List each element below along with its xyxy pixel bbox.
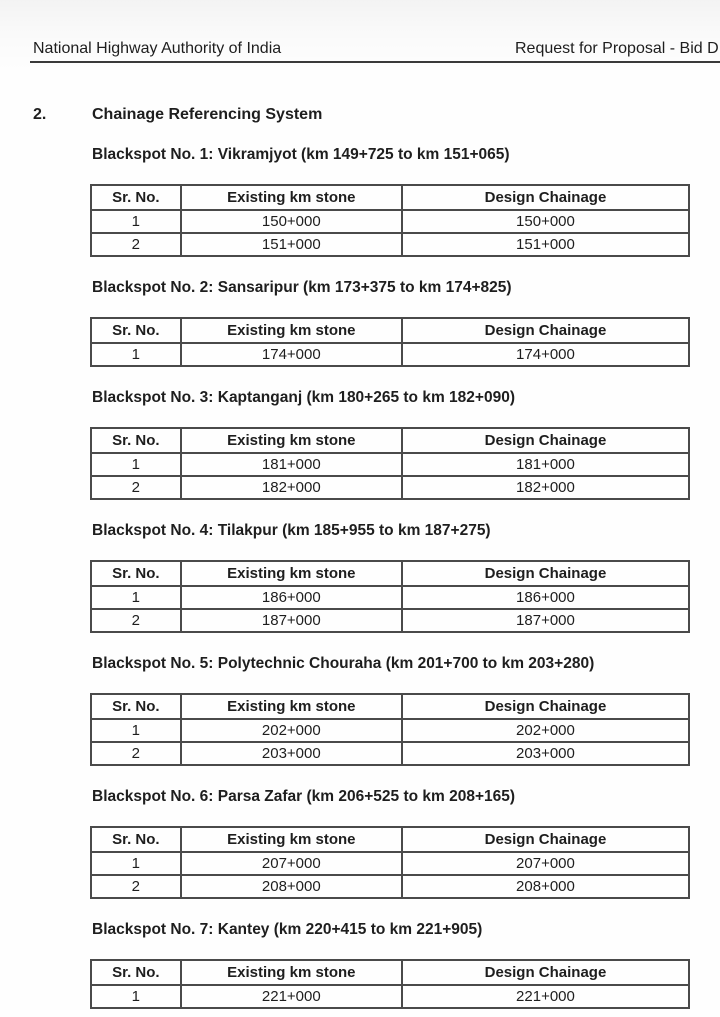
section-heading — [33, 105, 720, 124]
column-header: Existing km stone — [181, 185, 402, 210]
column-header: Sr. No. — [91, 561, 181, 586]
table-row — [91, 609, 689, 632]
column-header: Existing km stone — [181, 318, 402, 343]
column-header: Sr. No. — [91, 694, 181, 719]
blackspot-heading: Blackspot No. 5: Polytechnic Chouraha (km 201+700 to km 203+280) — [92, 655, 595, 672]
table-cell: 1 — [91, 343, 181, 366]
chainage-table — [90, 560, 690, 633]
table-header-row — [91, 561, 689, 586]
table-row — [91, 476, 689, 499]
column-header: Existing km stone — [181, 561, 402, 586]
page-header — [30, 40, 720, 63]
table-cell: 207+000 — [402, 852, 689, 875]
table-cell: 174+000 — [181, 343, 402, 366]
column-header: Design Chainage — [402, 827, 689, 852]
blackspot-section — [90, 920, 690, 1009]
table-cell: 187+000 — [181, 609, 402, 632]
blackspot-section — [90, 521, 690, 633]
column-header: Sr. No. — [91, 960, 181, 985]
table-cell: 150+000 — [402, 210, 689, 233]
column-header: Sr. No. — [91, 428, 181, 453]
chainage-table — [90, 959, 690, 1009]
column-header: Design Chainage — [402, 428, 689, 453]
blackspot-heading: Blackspot No. 3: Kaptanganj (km 180+265 to km 182+090) — [92, 389, 515, 406]
table-header-row — [91, 827, 689, 852]
table-cell: 221+000 — [181, 985, 402, 1008]
table-header-row — [91, 694, 689, 719]
table-row — [91, 210, 689, 233]
chainage-table — [90, 826, 690, 899]
table-header-row — [91, 428, 689, 453]
table-row — [91, 852, 689, 875]
column-header: Sr. No. — [91, 827, 181, 852]
table-row — [91, 586, 689, 609]
table-header-row — [91, 185, 689, 210]
table-row — [91, 719, 689, 742]
table-cell: 186+000 — [181, 586, 402, 609]
chainage-table — [90, 184, 690, 257]
column-header: Design Chainage — [402, 318, 689, 343]
blackspot-section — [90, 278, 690, 367]
table-cell: 221+000 — [402, 985, 689, 1008]
table-cell: 208+000 — [402, 875, 689, 898]
table-cell: 150+000 — [181, 210, 402, 233]
table-row — [91, 453, 689, 476]
table-cell: 1 — [91, 586, 181, 609]
column-header: Sr. No. — [91, 185, 181, 210]
blackspot-section — [90, 388, 690, 500]
column-header: Design Chainage — [402, 960, 689, 985]
blackspot-heading: Blackspot No. 7: Kantey (km 220+415 to km 221+905) — [92, 921, 483, 938]
table-cell: 203+000 — [402, 742, 689, 765]
header-left-text: National Highway Authority of India — [33, 40, 282, 57]
column-header: Design Chainage — [402, 185, 689, 210]
blackspot-section — [90, 654, 690, 766]
table-cell: 2 — [91, 875, 181, 898]
table-cell: 1 — [91, 719, 181, 742]
chainage-table — [90, 693, 690, 766]
blackspot-heading: Blackspot No. 6: Parsa Zafar (km 206+525 to km 208+165) — [92, 788, 516, 805]
table-cell: 1 — [91, 852, 181, 875]
column-header: Design Chainage — [402, 694, 689, 719]
table-cell: 2 — [91, 476, 181, 499]
table-cell: 174+000 — [402, 343, 689, 366]
table-row — [91, 985, 689, 1008]
table-header-row — [91, 318, 689, 343]
blackspot-heading: Blackspot No. 1: Vikramjyot (km 149+725 to km 151+065) — [92, 146, 510, 163]
blackspot-heading: Blackspot No. 2: Sansaripur (km 173+375 to km 174+825) — [92, 279, 512, 296]
table-row — [91, 343, 689, 366]
table-cell: 151+000 — [181, 233, 402, 256]
table-header-row — [91, 960, 689, 985]
table-cell: 208+000 — [181, 875, 402, 898]
header-right-text: Request for Proposal - Bid D — [515, 40, 719, 57]
chainage-table — [90, 427, 690, 500]
table-cell: 182+000 — [402, 476, 689, 499]
table-cell: 2 — [91, 609, 181, 632]
table-cell: 1 — [91, 985, 181, 1008]
section-title: Chainage Referencing System — [92, 106, 323, 123]
table-cell: 151+000 — [402, 233, 689, 256]
table-cell: 2 — [91, 742, 181, 765]
table-cell: 202+000 — [181, 719, 402, 742]
table-cell: 1 — [91, 210, 181, 233]
table-row — [91, 233, 689, 256]
table-cell: 187+000 — [402, 609, 689, 632]
table-cell: 203+000 — [181, 742, 402, 765]
table-row — [91, 742, 689, 765]
blackspot-list — [0, 145, 720, 1009]
table-row — [91, 875, 689, 898]
column-header: Existing km stone — [181, 694, 402, 719]
blackspot-section — [90, 145, 690, 257]
table-cell: 1 — [91, 453, 181, 476]
column-header: Existing km stone — [181, 827, 402, 852]
blackspot-heading: Blackspot No. 4: Tilakpur (km 185+955 to km 187+275) — [92, 522, 491, 539]
table-cell: 181+000 — [402, 453, 689, 476]
table-cell: 186+000 — [402, 586, 689, 609]
column-header: Existing km stone — [181, 428, 402, 453]
table-cell: 182+000 — [181, 476, 402, 499]
column-header: Design Chainage — [402, 561, 689, 586]
table-cell: 181+000 — [181, 453, 402, 476]
column-header: Sr. No. — [91, 318, 181, 343]
chainage-table — [90, 317, 690, 367]
column-header: Existing km stone — [181, 960, 402, 985]
table-cell: 2 — [91, 233, 181, 256]
table-cell: 207+000 — [181, 852, 402, 875]
table-cell: 202+000 — [402, 719, 689, 742]
blackspot-section — [90, 787, 690, 899]
section-number: 2. — [33, 106, 47, 123]
